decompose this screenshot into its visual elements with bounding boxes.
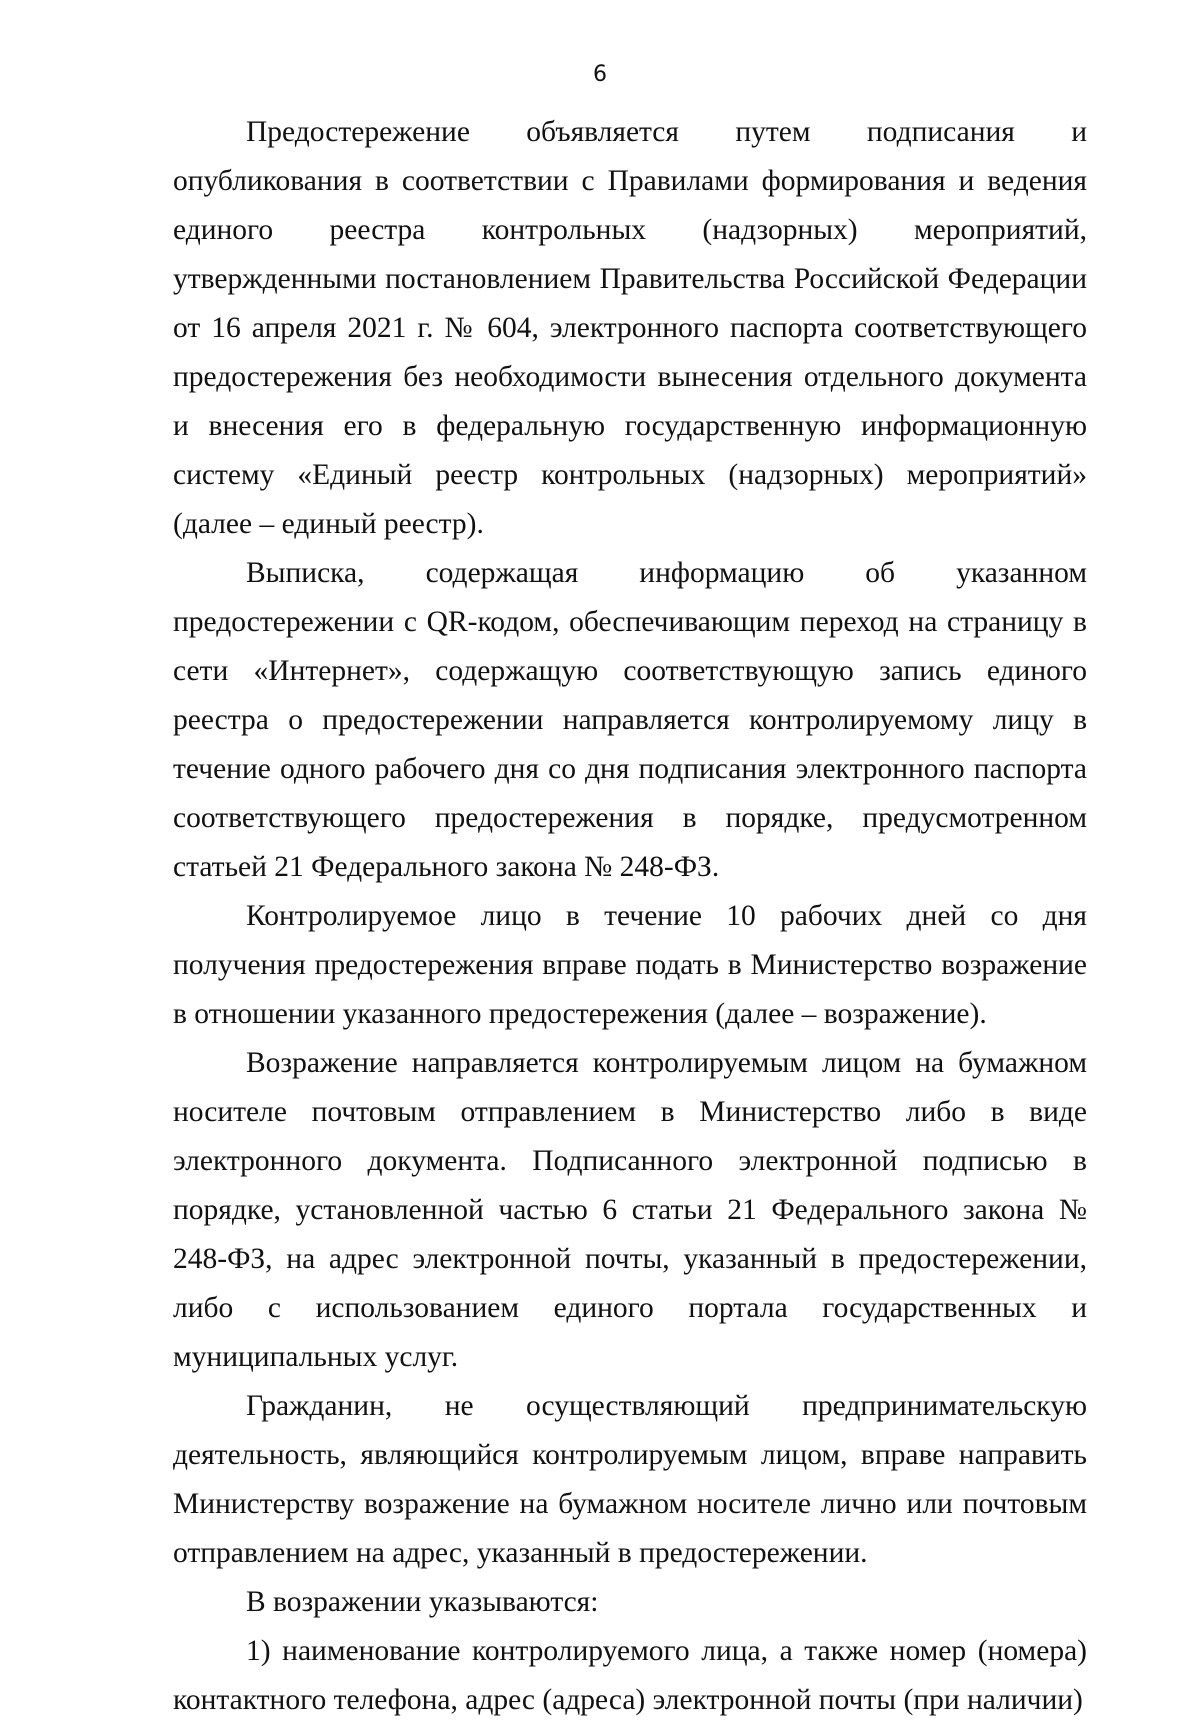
paragraph-warning-announcement: Предостережение объявляется путем подписания и опубликования в соответствии с Правилами формирования и ведения единого реестра контрольных (надзорных) мероприятий, утвержденными постановлением Правительства Российской Федерации от 16 апреля 2021 г. № 604, электронного паспорта соответствующего предостережения без необходимости вынесения отдельного документа и внесения его в федеральную государственную информационную систему «Единый реестр контрольных (надзорных) мероприятий» (далее – единый реестр). [173,116,1087,540]
paragraph-objection-item-1: 1) наименование контролируемого лица, а также номер (номера) контактного телефона, адрес (адреса) электронной почты (при наличии) [173,1635,1087,1716]
paragraph-objection-contents-intro: В возражении указываются: [246,1586,599,1618]
paragraph-citizen-objection: Гражданин, не осуществляющий предпринимательскую деятельность, являющийся контролируемым лицом, вправе направить Министерству возражение на бумажном носителе лично или почтовым отправлением на адрес, указанный в предостережении. [173,1390,1087,1569]
paragraph-objection-submission: Возражение направляется контролируемым лицом на бумажном носителе почтовым отправлением в Министерство либо в виде электронного документа. Подписанного электронной подписью в порядке, установленной частью 6 статьи 21 Федерального закона № 248-ФЗ, на адрес электронной почты, указанный в предостережении, либо с использованием единого портала государственных и муниципальных услуг. [173,1047,1087,1373]
paragraph-registry-extract: Выписка, содержащая информацию об указанном предостережении с QR-кодом, обеспечивающим переход на страницу в сети «Интернет», содержащую соответствующую запись единого реестра о предостережении направляется контролируемому лицу в течение одного рабочего дня со дня подписания электронного паспорта соответствующего предостережения в порядке, предусмотренном статьей 21 Федерального закона № 248-ФЗ. [173,557,1087,883]
paragraph-objection-right: Контролируемое лицо в течение 10 рабочих дней со дня получения предостережения вправе подать в Министерство возражение в отношении указанного предостережения (далее – возражение). [173,900,1087,1030]
document-body [173,108,1087,1725]
page-number: 6 [593,62,607,87]
